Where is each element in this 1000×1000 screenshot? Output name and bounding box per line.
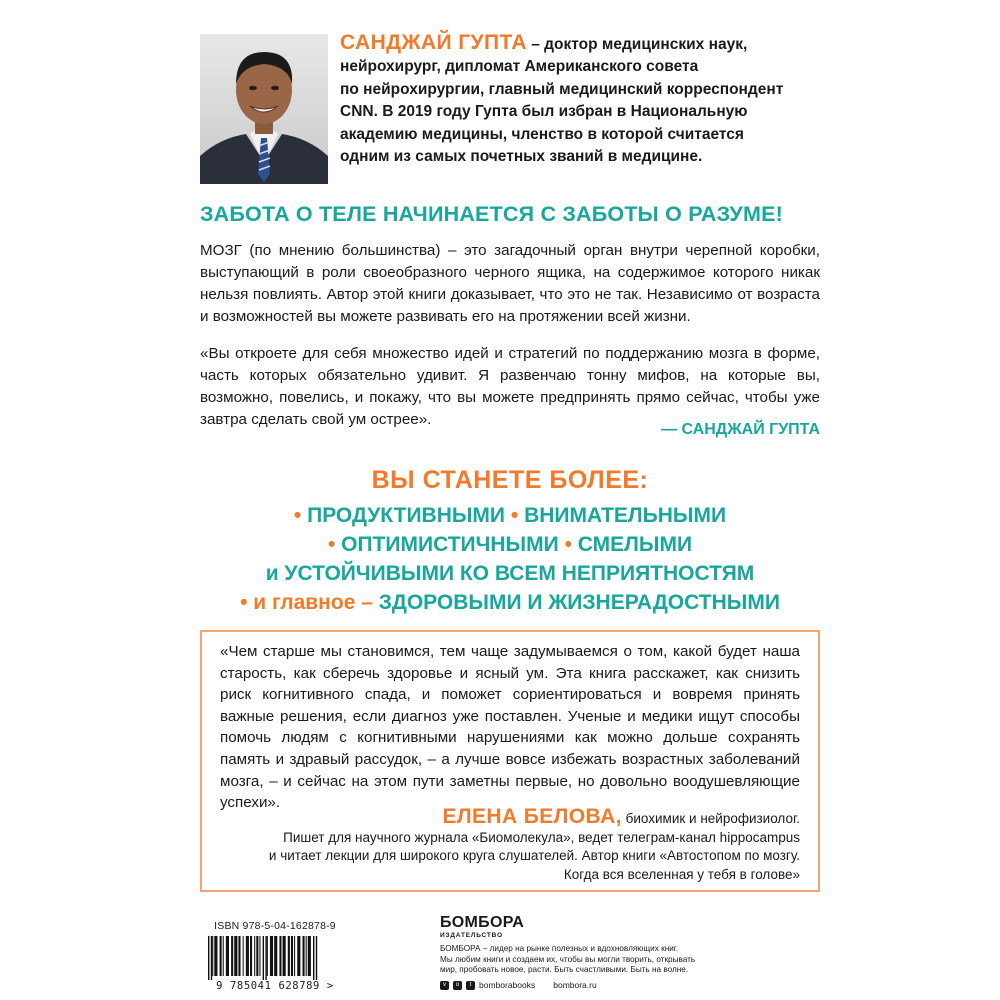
headline: ЗАБОТА О ТЕЛЕ НАЧИНАЕТСЯ С ЗАБОТЫ О РАЗУМЕ!	[200, 202, 784, 226]
barcode-digits: 9 785041 628789 >	[216, 980, 334, 992]
barcode-bar	[234, 936, 237, 976]
author-quote: «Вы откроете для себя множество идей и стратегий по поддержанию мозга в форме, часть которых обязательно удивит. Я развенчаю тонну мифов, на которые вы, возможно, повелись, и покажу, что вы можете предпринять прямо сейчас, чтобы уже завтра сделать свой ум острее».	[200, 345, 820, 428]
barcode-bar	[288, 936, 290, 976]
barcode-bar	[283, 936, 286, 976]
vk-icon: v	[440, 981, 449, 990]
barcode-bar	[208, 936, 209, 980]
barcode-bar	[226, 936, 229, 976]
barcode-bar	[259, 936, 260, 976]
benefit-item: ВНИМАТЕЛЬНЫМИ	[524, 504, 727, 527]
quote-attribution: — САНДЖАЙ ГУПТА	[661, 421, 820, 438]
bullet-icon: •	[327, 533, 336, 556]
author-bio-line: CNN. В 2019 году Гупта был избран в Национальную	[340, 103, 748, 121]
barcode-bar	[238, 936, 240, 976]
barcode-bar	[267, 936, 268, 976]
benefits-line	[200, 530, 820, 559]
benefit-item: ЗДОРОВЫМИ И ЖИЗНЕРАДОСТНЫМИ	[378, 591, 780, 614]
reviewer-name: ЕЛЕНА БЕЛОВА,	[442, 805, 622, 828]
social-handle: bomborabooks	[479, 980, 536, 990]
ok-icon: o	[453, 981, 462, 990]
bullet-icon: •	[564, 533, 572, 556]
benefits-line	[200, 588, 820, 617]
benefits-line	[200, 501, 820, 530]
bullet-icon: •	[240, 591, 248, 614]
barcode-bar	[254, 936, 255, 976]
reviewer-detail: Пишет для научного журнала «Биомолекула», ведет телеграм-канал hippocampus	[283, 829, 800, 845]
publisher-desc-line: БОМБОРА – лидер на рынке полезных и вдохновляющих книг.	[440, 944, 679, 953]
benefit-item: СМЕЛЫМИ	[577, 533, 693, 556]
publisher-site: bombora.ru	[553, 980, 597, 990]
barcode-bar	[256, 936, 258, 976]
publisher-social	[440, 980, 597, 990]
isbn-label: ISBN 978-5-04-162878-9	[214, 920, 336, 932]
author-photo	[200, 34, 328, 184]
barcode-bar	[212, 936, 213, 976]
intro-paragraph: МОЗГ (по мнению большинства) – это загадочный орган внутри черепной коробки, выступающий в роли своеобразного черного ящика, на содержимое которого никак нельзя повлиять. Автор этой книги доказывает, что это не так. Независимо от возраста и возможностей вы можете развивать его на протяжении всей жизни.	[200, 242, 820, 325]
barcode-bar	[246, 936, 249, 976]
barcode-bar	[243, 936, 244, 976]
barcode-bar	[270, 936, 273, 976]
publisher-subtitle: ИЗДАТЕЛЬСТВО	[440, 932, 503, 939]
barcode-bar	[265, 936, 266, 980]
reviewer-detail: и читает лекции для широкого круга слушателей. Автор книги «Автостопом по мозгу.	[268, 848, 800, 863]
barcode	[206, 936, 344, 980]
review-text: «Чем старше мы становимся, тем чаще задумываемся о том, какой будет наша старость, как сберечь здоровье и ясный ум. Эта книга расскажет, как снизить риск когнитивного спада, и поможет сориентироваться и вовремя принять важные решения, если диагноз уже поставлен. Ученые и медики ищут способы помочь людям с когнитивными нарушениями как можно дольше сохранять память и здравый рассудок, – а лучше вовсе избежать возрастных заболеваний мозга, – и сейчас на этом пути заметны первые, но довольно воодушевляющие успехи».	[220, 643, 800, 812]
bullet-icon: •	[510, 504, 519, 527]
author-bio-line: одним из самых почетных званий в медицине.	[340, 148, 703, 166]
benefits-line	[200, 559, 820, 588]
publisher-desc-line: мир, пробовать новое, расти. Быть счастливыми. Быть на волне.	[440, 965, 689, 974]
barcode-bar	[306, 936, 307, 976]
benefits-title: ВЫ СТАНЕТЕ БОЛЕЕ:	[371, 466, 649, 494]
publisher-desc-line: Мы любим книги и создаем их, чтобы вы могли творить, открывать	[440, 954, 696, 964]
barcode-bar	[250, 936, 252, 976]
benefits-block	[200, 466, 820, 617]
author-bio	[340, 32, 810, 168]
barcode-bar	[303, 936, 305, 976]
barcode-bar	[211, 936, 212, 980]
barcode-bar	[231, 936, 233, 976]
author-bio-line: по нейрохирургии, главный медицинский корреспондент	[340, 80, 784, 98]
benefit-item: ОПТИМИСТИЧНЫМИ	[341, 533, 559, 556]
benefit-prefix: и главное –	[253, 591, 373, 614]
barcode-bar	[297, 936, 300, 976]
author-bio-line: нейрохирург, диплом​ат Американского совета	[340, 58, 699, 76]
publisher-description	[440, 944, 740, 976]
barcode-bar	[279, 936, 281, 976]
barcode-bar	[316, 936, 317, 980]
author-bio-line: – доктор медицинских наук,	[526, 36, 748, 53]
benefit-item: ПРОДУКТИВНЫМИ	[307, 504, 506, 527]
barcode-bar	[274, 936, 277, 976]
barcode-bar	[214, 936, 217, 976]
barcode-bar	[220, 936, 222, 976]
bullet-icon: •	[293, 504, 302, 527]
barcode-bar	[291, 936, 293, 976]
author-bio-line: академию медицины, членство в которой считается	[340, 125, 744, 143]
barcode-bar	[294, 936, 295, 976]
telegram-icon: t	[466, 981, 475, 990]
barcode-bar	[263, 936, 264, 980]
publisher-logo: БОМБОРА	[440, 914, 525, 931]
barcode-bar	[223, 936, 224, 976]
author-name: САНДЖАЙ ГУПТА	[340, 31, 527, 54]
barcode-bar	[308, 936, 311, 976]
benefit-item: и УСТОЙЧИВЫМИ КО ВСЕМ НЕПРИЯТНОСТЯМ	[265, 562, 755, 585]
barcode-bar	[313, 936, 314, 980]
reviewer-role: биохимик и нейрофизиолог.	[621, 811, 800, 826]
reviewer-credit	[220, 805, 800, 884]
reviewer-detail: Когда вся вселенная у тебя в голове»	[563, 866, 800, 882]
